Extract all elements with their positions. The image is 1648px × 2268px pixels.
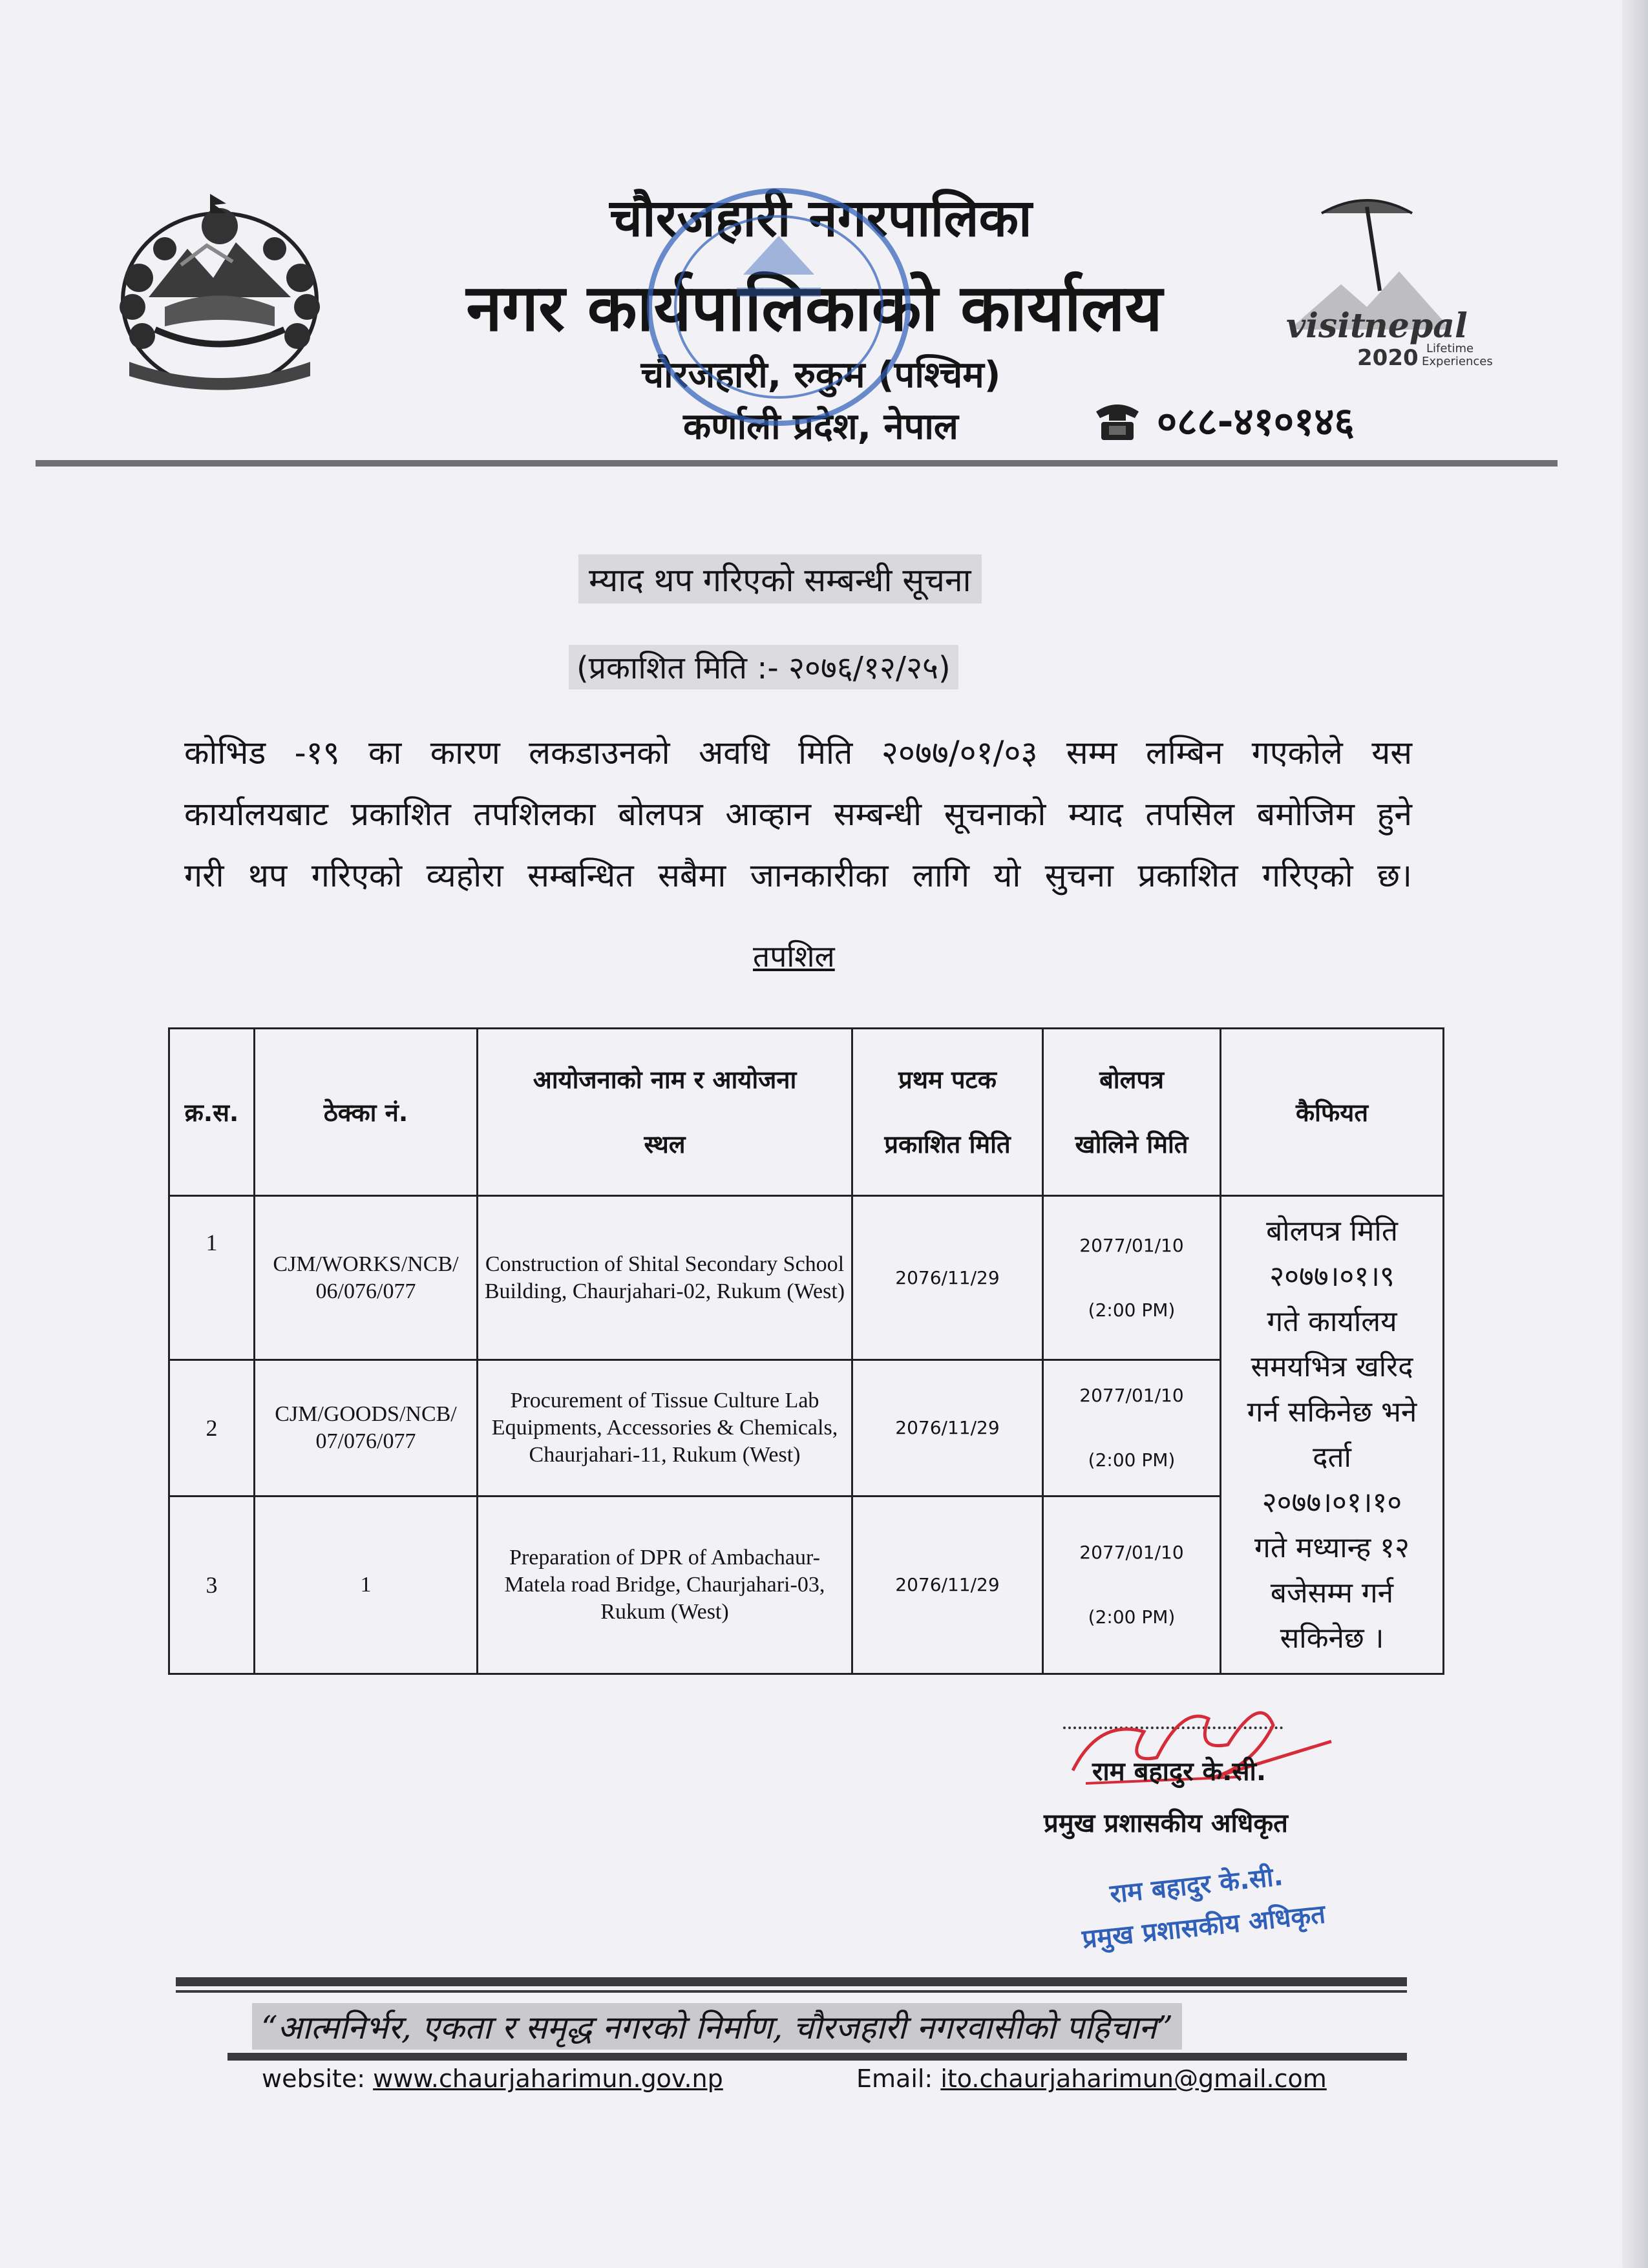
nepal-emblem-icon (103, 187, 336, 394)
header-remarks: कैफियत (1221, 1029, 1444, 1196)
remarks-line: दर्ता (1313, 1440, 1351, 1474)
footer-slogan: “आत्मनिर्भर, एकता र समृद्ध नगरको निर्माण, चौरजहारी नगरवासीको पहिचान” (252, 2003, 1182, 2050)
website-label: website: (262, 2064, 366, 2093)
footer-divider-top-thin (176, 1990, 1407, 1993)
visit-year: 2020 (1357, 345, 1419, 371)
phone-number (1092, 394, 1355, 446)
office-location: चौरजहारी, रुकुम (पश्चिम) (640, 354, 1001, 396)
visit-nepal-logo-icon (1283, 187, 1503, 381)
signatory-title: प्रमुख प्रशासकीय अधिकृत (1044, 1809, 1288, 1838)
notice-body (184, 722, 1412, 907)
published-date: (प्रकाशित मिति :- २०७६/१२/२५) (569, 645, 958, 689)
phone-text: ०८८-४१०१४६ (1157, 399, 1355, 445)
cell-opening-time: (2:00 PM) (1088, 1299, 1176, 1321)
office-name: नगर कार्यपालिकाको कार्यालय (466, 270, 1163, 346)
header-first-published (852, 1029, 1043, 1196)
schedule-heading: तपशिल (753, 939, 835, 974)
notice-body-line: कोभिड -१९ का कारण लकडाउनको अवधि मिति २०७७/०१/०३ सम्म लम्बिन गएकोले यस (184, 734, 1412, 772)
cell-first-published: 2076/11/29 (852, 1496, 1043, 1674)
official-stamp-icon (1073, 1851, 1396, 1955)
cell-project: Procurement of Tissue Culture Lab Equipments, Accessories & Chemicals, Chaurjahari-11, Rukum (West) (478, 1360, 852, 1496)
remarks-line: २०७७।०१।१० (1262, 1486, 1402, 1519)
nepal-word: nepal (1364, 306, 1468, 346)
cell-opening-time: (2:00 PM) (1088, 1449, 1176, 1471)
cell-first-published: 2076/11/29 (852, 1196, 1043, 1360)
email-label: Email: (856, 2064, 933, 2093)
header-opening-date-line2: खोलिने मिति (1075, 1130, 1188, 1159)
remarks-line: बजेसम्म गर्न (1270, 1576, 1394, 1610)
footer-email (856, 2064, 1327, 2093)
notice-body-line: गरी थप गरिएको व्यहोरा सम्बन्धित सबैमा जानकारीका लागि यो सुचना प्रकाशित गरिएको छ। (184, 857, 1412, 894)
notice-body-line: कार्यालयबाट प्रकाशित तपशिलका बोलपत्र आव्हान सम्बन्धी सूचनाको म्याद तपसिल बमोजिम हुने (184, 795, 1412, 833)
table-header-row (169, 1029, 1444, 1196)
municipal-stamp-icon (627, 178, 931, 436)
stamp-title: प्रमुख प्रशासकीय अधिकृत (1081, 1899, 1327, 1955)
province-country: कर्णाली प्रदेश, नेपाल (683, 406, 958, 448)
municipality-name: चौरजहारी नगरपालिका (609, 188, 1032, 248)
footer-divider-top (176, 1977, 1407, 1986)
remarks-line: २०७७।०१।९ (1269, 1259, 1395, 1293)
header-project-line2: स्थल (644, 1130, 686, 1159)
visit-tagline-1: Lifetime (1426, 342, 1474, 355)
cell-sn: 2 (169, 1360, 255, 1496)
cell-contract-no: 1 (255, 1496, 478, 1674)
cell-opening (1043, 1360, 1221, 1496)
cell-opening-date: 2077/01/10 (1079, 1542, 1184, 1563)
header-project-line1: आयोजनाको नाम र आयोजना (533, 1066, 797, 1094)
header-contract-no: ठेक्का नं. (255, 1029, 478, 1196)
table-row (169, 1196, 1444, 1360)
cell-opening-date: 2077/01/10 (1079, 1385, 1184, 1406)
remarks-line: गर्न सकिनेछ भने (1247, 1395, 1417, 1429)
handwritten-signature-icon (1047, 1680, 1344, 1809)
remarks-line: गते कार्यालय (1267, 1305, 1397, 1338)
email-link[interactable]: ito.chaurjaharimun@gmail.com (940, 2064, 1327, 2093)
header-project (478, 1029, 852, 1196)
cell-opening (1043, 1196, 1221, 1360)
remarks-line: बोलपत्र मिति (1266, 1214, 1398, 1248)
cell-opening-time: (2:00 PM) (1088, 1606, 1176, 1628)
telephone-icon (1092, 397, 1143, 443)
page-edge-shadow (1622, 0, 1648, 2268)
footer-website (262, 2064, 723, 2093)
cell-first-published: 2076/11/29 (852, 1360, 1043, 1496)
header-opening-date-line1: बोलपत्र (1099, 1066, 1164, 1094)
visit-tagline-2: Experiences (1422, 355, 1493, 368)
remarks-line: सकिनेछ । (1280, 1621, 1384, 1655)
cell-sn: 1 (169, 1196, 255, 1360)
cell-contract-no: CJM/GOODS/NCB/ 07/076/077 (255, 1360, 478, 1496)
cell-opening-date: 2077/01/10 (1079, 1234, 1184, 1256)
header-first-published-line2: प्रकाशित मिति (884, 1130, 1011, 1159)
remarks-line: गते मध्यान्ह १२ (1254, 1531, 1410, 1564)
schedule-table (168, 1027, 1444, 1675)
stamp-name: राम बहादुर के.सी. (1108, 1862, 1285, 1909)
header-sn: क्र.स. (169, 1029, 255, 1196)
cell-sn: 3 (169, 1496, 255, 1674)
remarks-line: समयभित्र खरिद (1251, 1350, 1413, 1383)
cell-remarks (1221, 1196, 1444, 1674)
footer-divider-bottom (227, 2053, 1407, 2061)
cell-opening (1043, 1496, 1221, 1674)
visit-word: visit (1286, 306, 1366, 346)
cell-contract-no: CJM/WORKS/NCB/ 06/076/077 (255, 1196, 478, 1360)
cell-project: Preparation of DPR of Ambachaur-Matela road Bridge, Chaurjahari-03, Rukum (West) (478, 1496, 852, 1674)
notice-title: म्याद थप गरिएको सम्बन्धी सूचना (578, 554, 982, 604)
cell-project: Construction of Shital Secondary School Building, Chaurjahari-02, Rukum (West) (478, 1196, 852, 1360)
header-first-published-line1: प्रथम पटक (898, 1066, 997, 1094)
header-divider (36, 460, 1558, 467)
header-opening-date (1043, 1029, 1221, 1196)
website-link[interactable]: www.chaurjaharimun.gov.np (373, 2064, 723, 2093)
signatory-name: राम बहादुर के.सी. (1092, 1757, 1267, 1787)
